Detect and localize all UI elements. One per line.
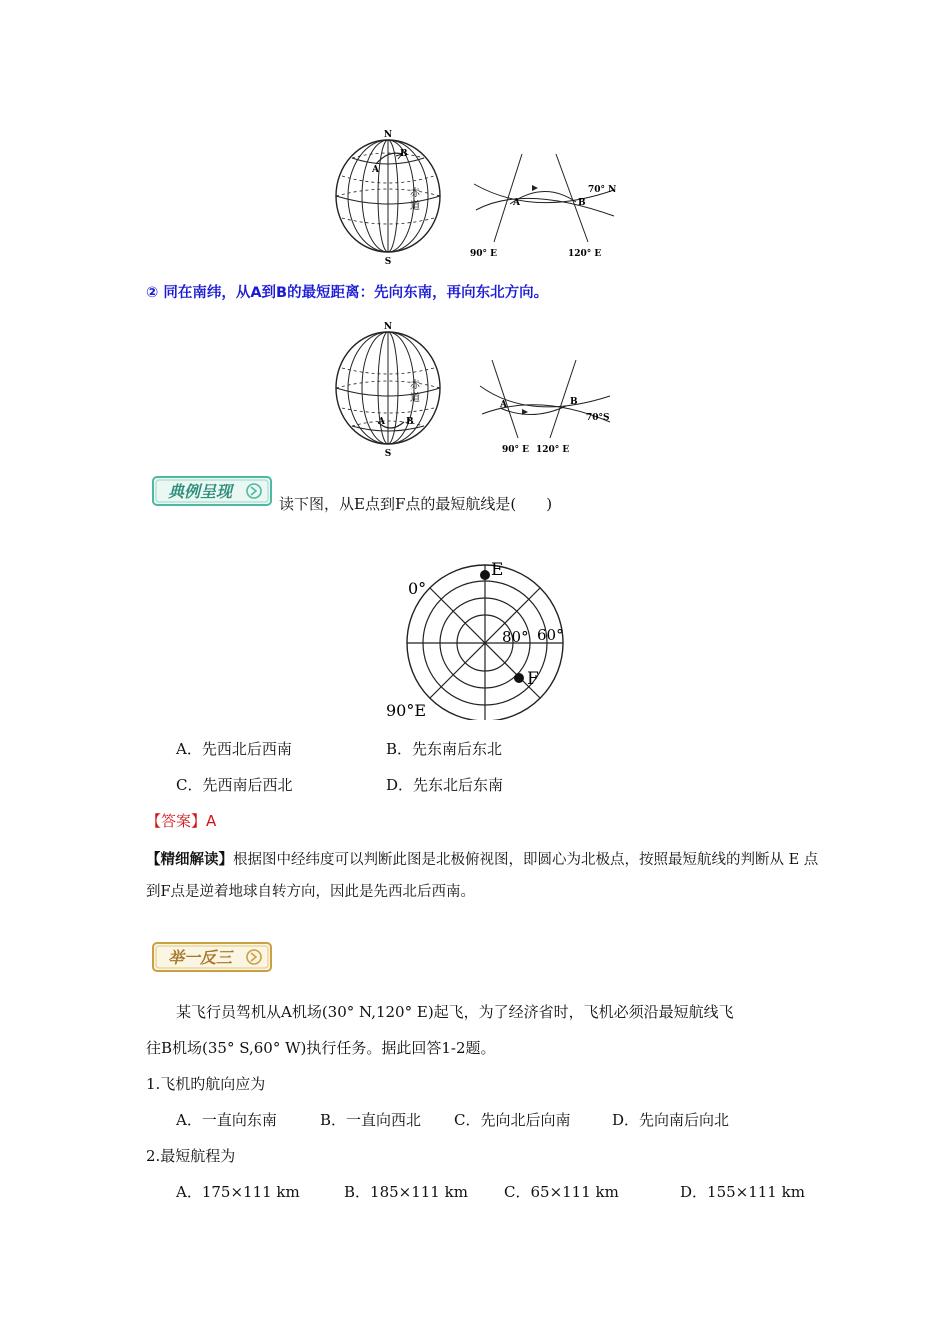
q1-option-c[interactable]: C．先向北后向南 xyxy=(454,1111,571,1129)
answer-tag: 【答案】 xyxy=(146,812,207,830)
explanation-line-2: 到F点是逆着地球自转方向，因此是先西北后西南。 xyxy=(146,884,476,900)
equator-label-1: 赤 xyxy=(410,188,420,199)
point-a-label: A xyxy=(378,417,385,427)
route-lon-left: 90° E xyxy=(502,445,530,455)
explanation-line-1 xyxy=(146,850,818,870)
q2-option-a[interactable]: A．175×111 km xyxy=(176,1183,300,1201)
label-e: E xyxy=(491,560,504,580)
route-lon-right: 120° E xyxy=(536,445,570,455)
option-c[interactable]: C．先西南后西北 xyxy=(176,776,293,794)
route-lon-right: 120° E xyxy=(568,249,602,259)
route-point-b: B xyxy=(570,397,578,407)
equator-label-2: 道 xyxy=(410,201,420,212)
case2-statement: ② 同在南纬，从A到B的最短距离：先向东南，再向东北方向。 xyxy=(146,285,549,301)
section-badge-examples xyxy=(152,476,272,506)
route-lat-label: 70°S xyxy=(586,413,610,423)
option-d[interactable]: D．先东北后东南 xyxy=(386,776,504,794)
question-intro: 读下图，从E点到F点的最短航线是( ) xyxy=(279,495,553,513)
route-point-b: B xyxy=(578,198,586,208)
south-label: S xyxy=(384,449,392,458)
label-f: F xyxy=(527,669,539,689)
label-60-degree: 60° xyxy=(537,626,564,644)
north-label: N xyxy=(383,130,393,140)
polar-figure xyxy=(380,556,580,720)
label-0-degree: 0° xyxy=(408,579,427,598)
option-a[interactable]: A．先西北后西南 xyxy=(176,740,292,758)
point-b-label: B xyxy=(406,417,414,427)
q1-option-d[interactable]: D．先向南后向北 xyxy=(612,1111,730,1129)
practice-stem-line-1: 某飞行员驾机从A机场(30° N,120° E)起飞，为了经济省时，飞机必须沿最短航线飞 xyxy=(176,1003,734,1021)
south-label: S xyxy=(384,257,392,266)
point-e-dot xyxy=(480,570,490,580)
explanation-text-1: 根据图中经纬度可以判断此图是北极俯视图，即圆心为北极点，按照最短航线的判断从 E 点 xyxy=(233,852,819,868)
option-b[interactable]: B．先东南后东北 xyxy=(386,740,503,758)
question-1: 1.飞机旳航向应为 xyxy=(146,1075,266,1093)
route-lat-label: 70° N xyxy=(588,185,617,195)
equator-label-2: 道 xyxy=(410,393,420,404)
route-point-a: A xyxy=(500,400,507,410)
question-2: 2.最短航程为 xyxy=(146,1147,236,1165)
figure-route-north xyxy=(464,150,624,262)
figure-route-south xyxy=(470,356,620,458)
label-80-degree: 80° xyxy=(502,628,529,646)
north-label: N xyxy=(383,322,393,332)
figure-globe-north xyxy=(330,126,448,266)
q1-option-b[interactable]: B．一直向西北 xyxy=(320,1111,422,1129)
explanation-tag: 【精细解读】 xyxy=(146,852,233,868)
q1-option-a[interactable]: A．一直向东南 xyxy=(176,1111,277,1129)
q2-option-d[interactable]: D．155×111 km xyxy=(680,1183,805,1201)
answer-line xyxy=(146,811,216,831)
label-90e: 90°E xyxy=(386,701,427,720)
badge-label: 典例呈现 xyxy=(167,482,233,501)
route-point-a: A xyxy=(513,198,520,208)
section-badge-practice xyxy=(152,942,272,972)
q2-option-c[interactable]: C．65×111 km xyxy=(504,1183,619,1201)
figure-globe-south xyxy=(330,318,448,458)
route-lon-left: 90° E xyxy=(470,249,498,259)
point-f-dot xyxy=(514,673,524,683)
badge-label: 举一反三 xyxy=(167,948,233,967)
point-a-label: A xyxy=(372,165,379,175)
answer-value: A xyxy=(206,812,217,830)
q2-option-b[interactable]: B．185×111 km xyxy=(344,1183,468,1201)
equator-label-1: 赤 xyxy=(410,380,420,391)
practice-stem-line-2: 往B机场(35° S,60° W)执行任务。据此回答1-2题。 xyxy=(146,1039,496,1057)
point-b-label: B xyxy=(400,149,408,159)
